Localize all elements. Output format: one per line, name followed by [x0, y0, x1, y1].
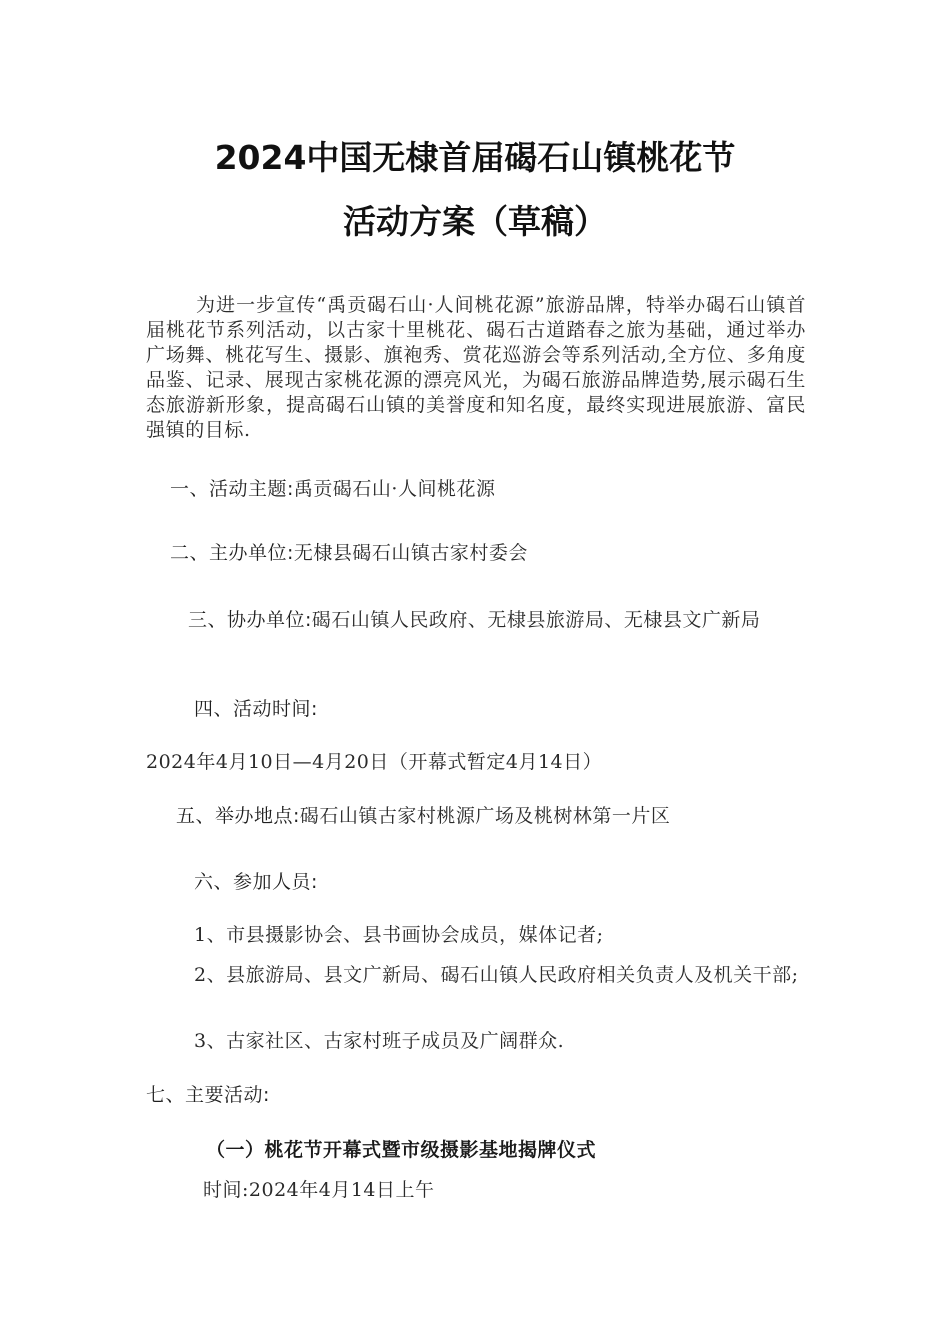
section-co-organizer	[146, 604, 806, 636]
section-time-value: 2024年4月10日—4月20日（开幕式暂定4月14日）	[146, 751, 603, 773]
section-host-value: 无棣县碣石山镇古家村委会	[293, 542, 528, 564]
section-co-value: 碣石山镇人民政府、无棣县旅游局、无棣县文广新局	[311, 609, 761, 631]
section-participants-heading-text: 六、参加人员:	[194, 871, 318, 893]
section-activities-heading	[146, 1083, 270, 1108]
section-participants-heading	[194, 870, 318, 895]
section-venue-heading: 五、举办地点:	[176, 805, 300, 827]
participant-item-2: 2、县旅游局、县文广新局、碣石山镇人民政府相关负责人及机关干部;	[194, 964, 799, 986]
section-host-heading: 二、主办单位:	[170, 542, 294, 564]
section-host	[170, 541, 528, 566]
section-co-heading: 三、协办单位:	[188, 609, 312, 631]
participant-item-1: 1、市县摄影协会、县书画协会成员，媒体记者;	[194, 924, 604, 946]
section-theme-value: 禹贡碣石山·人间桃花源	[293, 478, 496, 500]
section-time-heading	[194, 697, 318, 722]
participant-item-3: 3、古家社区、古家村班子成员及广阔群众.	[194, 1030, 565, 1052]
section-activities-heading-text: 七、主要活动:	[146, 1084, 270, 1106]
section-time-heading-text: 四、活动时间:	[194, 698, 318, 720]
intro-paragraph: 为进一步宣传“禹贡碣石山·人间桃花源”旅游品牌，特举办碣石山镇首届桃花节系列活动，以古家十里桃花、碣石古道踏春之旅为基础，通过举办广场舞、桃花写生、摄影、旗袍秀、赏花巡游会等系列活动,全方位、多角度品鉴、记录、展现古家桃花源的漂亮风光，为碣石旅游品牌造势,展示碣石生态旅游新形象，提高碣石山镇的美誉度和知名度，最终实现进展旅游、富民强镇的目标.	[146, 294, 806, 441]
activity-1-title: （一）桃花节开幕式暨市级摄影基地揭牌仪式	[206, 1139, 597, 1161]
document-title-line-2: 活动方案（草稿）	[343, 202, 607, 241]
activity-1-time: 时间:2024年4月14日上午	[203, 1179, 435, 1201]
section-theme-heading: 一、活动主题:	[170, 478, 294, 500]
section-theme	[170, 477, 495, 502]
document-title-line-1: 2024中国无棣首届碣石山镇桃花节	[214, 138, 736, 177]
section-venue	[176, 804, 670, 829]
section-venue-value: 碣石山镇古家村桃源广场及桃树林第一片区	[299, 805, 671, 827]
